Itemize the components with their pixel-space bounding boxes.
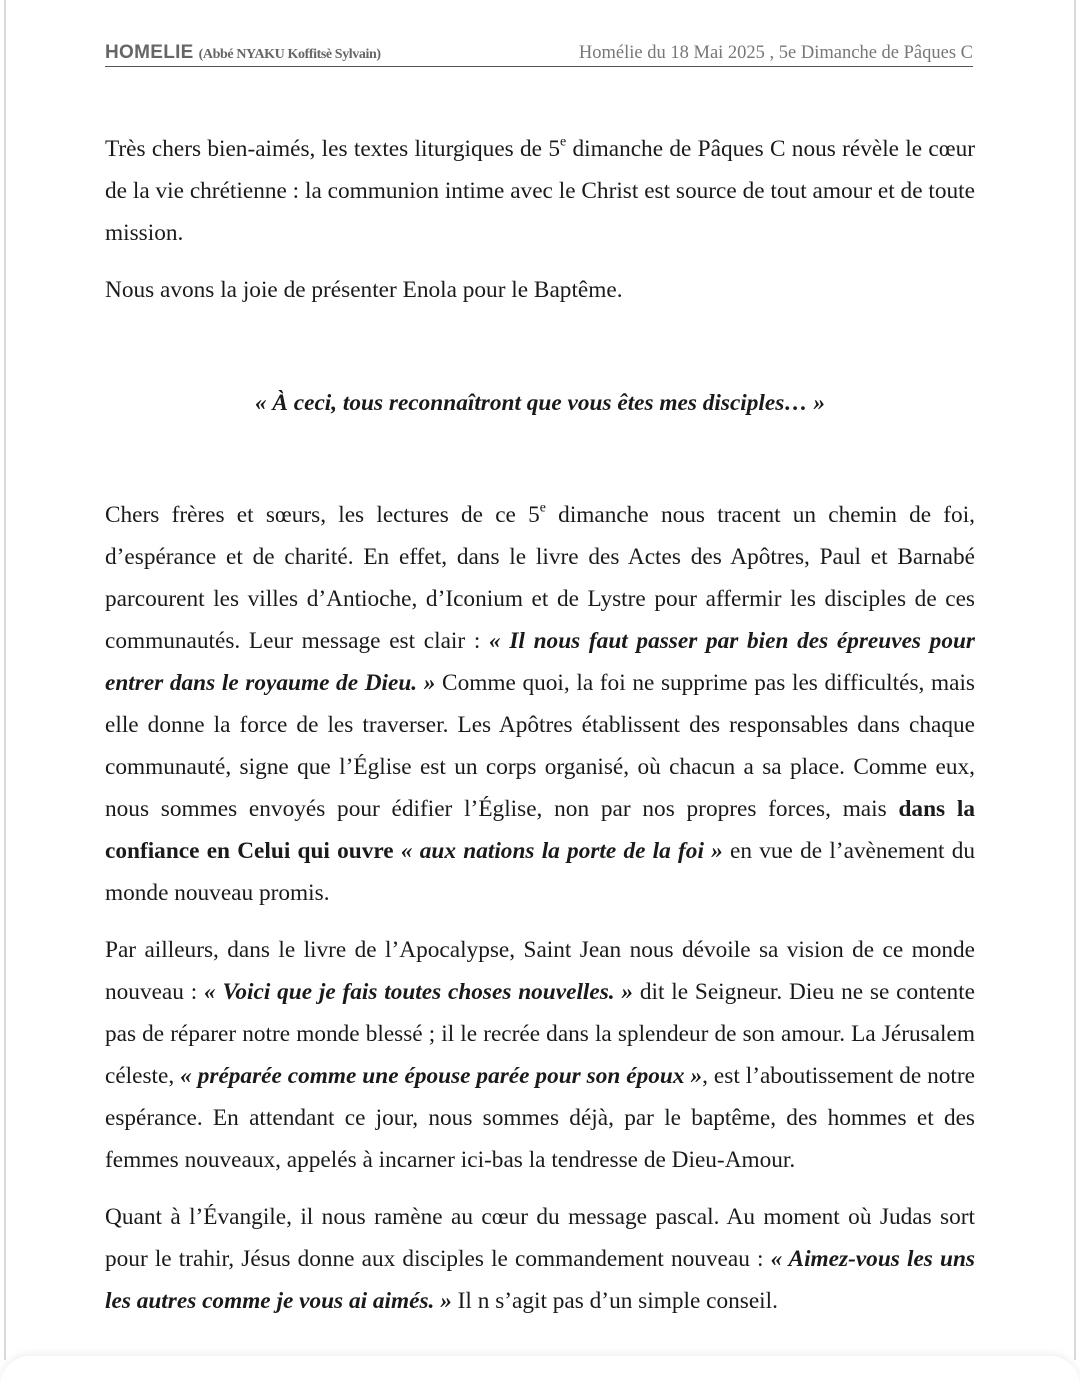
ordinal-sup: e	[539, 500, 546, 516]
acts-quote-1: « Il nous faut passer par bien des épreuves pour entrer dans le royaume de Dieu. »	[105, 628, 975, 696]
apoc-text-3: , est l’aboutissement de notre espérance. En attendant ce jour, nous sommes déjà, par le baptême, des hommes et des femmes nouveaux, appelés à incarner ici-bas la tendresse de Dieu-Amour.	[105, 1063, 975, 1173]
header-left	[105, 42, 381, 64]
acts-text-4: en vue de l’avènement du monde nouveau promis.	[105, 838, 975, 906]
header-author: (Abbé NYAKU Koffitsè Sylvain)	[198, 47, 381, 62]
acts-bold-1: dans la confiance en Celui qui ouvre	[105, 796, 975, 864]
header-date: Homélie du 18 Mai 2025 , 5e Dimanche de Pâques C	[578, 43, 973, 63]
apoc-text-2: dit le Seigneur. Dieu ne se contente pas de réparer notre monde blessé ; il le recrée dans la splendeur de son amour. La Jérusalem céleste,	[105, 979, 976, 1089]
body-paragraph-gospel	[105, 1196, 975, 1322]
page-left-edge	[4, 0, 6, 1360]
gospel-text-1: Quant à l’Évangile, il nous ramène au cœur du message pascal. Au moment où Judas sort pour le trahir, Jésus donne aux disciples le commandement nouveau :	[105, 1204, 975, 1272]
apoc-quote-2: « préparée comme une épouse parée pour son époux »	[180, 1063, 703, 1089]
quote-title: « À ceci, tous reconnaîtront que vous êtes mes disciples… »	[254, 390, 826, 416]
page-right-edge	[1074, 0, 1076, 1360]
page-header	[105, 42, 973, 67]
body-paragraph-apocalypse	[105, 929, 975, 1181]
gospel-text-2: Il n s’agit pas d’un simple conseil.	[451, 1288, 778, 1314]
acts-quote-2: « aux nations la porte de la foi »	[400, 838, 723, 864]
body-paragraph-acts	[105, 494, 975, 914]
intro-text-2: dimanche de Pâques C nous révèle le cœur de la vie chrétienne : la communion intime avec le Christ est source de tout amour et de toute mission.	[105, 136, 975, 246]
apoc-text-1: Par ailleurs, dans le livre de l’Apocalypse, Saint Jean nous dévoile sa vision de ce monde nouveau :	[105, 937, 975, 1005]
intro-paragraph	[105, 128, 975, 254]
acts-text-1: Chers frères et sœurs, les lectures de ce 5	[105, 502, 540, 528]
document-body	[105, 128, 975, 1322]
bottom-sheet-edge	[0, 1356, 1080, 1396]
header-title: HOMELIE	[105, 42, 194, 63]
acts-text-2: dimanche nous tracent un chemin de foi, d’espérance et de charité. En effet, dans le livre des Actes des Apôtres, Paul et Barnabé parcourent les villes d’Antioche, d’Iconium et de Lystre pour affermir les disciples de ces communautés. Leur message est clair :	[105, 502, 975, 654]
apoc-quote-1: « Voici que je fais toutes choses nouvelles. »	[204, 979, 634, 1005]
baptism-paragraph: Nous avons la joie de présenter Enola pour le Baptême.	[105, 277, 623, 303]
acts-text-3: Comme quoi, la foi ne supprime pas les difficultés, mais elle donne la force de les traverser. Les Apôtres établissent des responsables dans chaque communauté, signe que l’Église est un corps organisé, où chacun a sa place. Comme eux, nous sommes envoyés pour édifier l’Église, non par nos propres forces, mais	[105, 670, 975, 822]
ordinal-sup: e	[559, 134, 567, 150]
intro-text-1: Très chers bien-aimés, les textes liturgiques de 5	[105, 136, 560, 162]
gospel-quote-1: « Aimez-vous les uns les autres comme je vous ai aimés. »	[105, 1246, 975, 1314]
